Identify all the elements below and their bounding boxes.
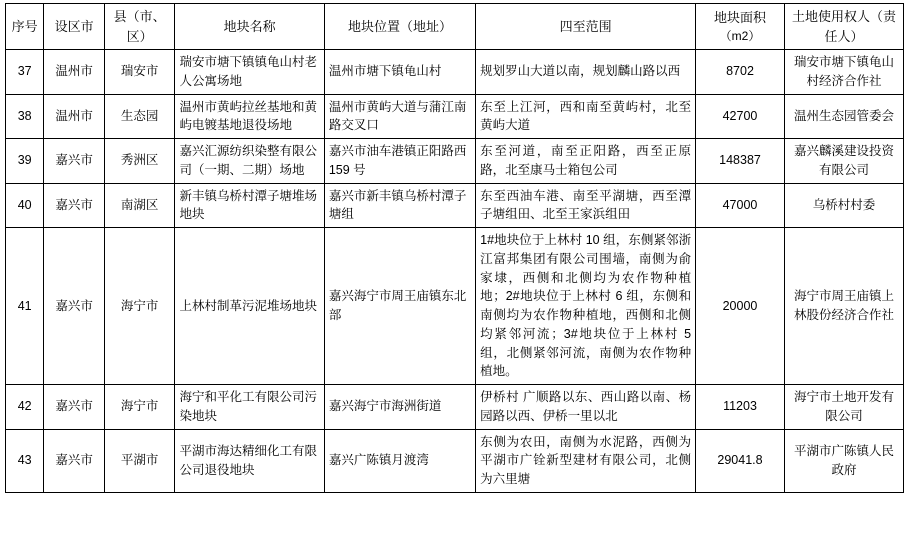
cell-land-location: 嘉兴海宁市周王庙镇东北部 — [324, 228, 475, 385]
cell-land-area: 29041.8 — [696, 429, 785, 492]
cell-land-area: 47000 — [696, 183, 785, 228]
cell-boundary-range: 东至西油车港、南至平湖塘，西至潭子塘组田、北至王家浜组田 — [476, 183, 696, 228]
cell-county: 平湖市 — [104, 429, 175, 492]
cell-land-area: 20000 — [696, 228, 785, 385]
cell-index: 43 — [6, 429, 44, 492]
cell-county: 瑞安市 — [104, 50, 175, 95]
table-row — [6, 429, 904, 492]
cell-city: 嘉兴市 — [44, 228, 105, 385]
cell-land-name: 平湖市海达精细化工有限公司退役地块 — [175, 429, 324, 492]
cell-land-location: 嘉兴海宁市海洲街道 — [324, 385, 475, 430]
cell-index: 37 — [6, 50, 44, 95]
cell-index: 42 — [6, 385, 44, 430]
cell-index: 40 — [6, 183, 44, 228]
cell-index: 38 — [6, 94, 44, 139]
column-header-land-area-label: 地块面积 — [713, 9, 766, 25]
document-page — [0, 3, 909, 547]
cell-boundary-range: 东至河道，南至正阳路，西至正原路，北至康马士箱包公司 — [476, 139, 696, 184]
column-header-boundary-range: 四至范围 — [476, 4, 696, 50]
table-row — [6, 183, 904, 228]
cell-county: 海宁市 — [104, 385, 175, 430]
column-header-land-user: 土地使用权人（责任人） — [784, 4, 903, 50]
cell-land-area: 8702 — [696, 50, 785, 95]
cell-land-user: 平湖市广陈镇人民政府 — [784, 429, 903, 492]
cell-city: 嘉兴市 — [44, 139, 105, 184]
cell-county: 南湖区 — [104, 183, 175, 228]
cell-land-name: 温州市黄屿拉丝基地和黄屿电镀基地退役场地 — [175, 94, 324, 139]
cell-land-name: 嘉兴汇源纺织染整有限公司（一期、二期）场地 — [175, 139, 324, 184]
cell-land-area: 148387 — [696, 139, 785, 184]
cell-land-location: 温州市塘下镇龟山村 — [324, 50, 475, 95]
cell-county: 海宁市 — [104, 228, 175, 385]
cell-land-location: 嘉兴市油车港镇正阳路西 159 号 — [324, 139, 475, 184]
cell-county: 生态园 — [104, 94, 175, 139]
cell-land-location: 嘉兴广陈镇月渡湾 — [324, 429, 475, 492]
cell-boundary-range: 东侧为农田，南侧为水泥路，西侧为平湖市广铨新型建材有限公司，北侧为六里塘 — [476, 429, 696, 492]
cell-land-user: 海宁市周王庙镇上林股份经济合作社 — [784, 228, 903, 385]
column-header-index: 序号 — [6, 4, 44, 50]
table-header — [6, 4, 904, 50]
cell-boundary-range: 东至上江河，西和南至黄屿村，北至黄屿大道 — [476, 94, 696, 139]
cell-boundary-range: 伊桥村 广顺路以东、西山路以南、杨园路以西、伊桥一里以北 — [476, 385, 696, 430]
column-header-county: 县（市、区） — [104, 4, 175, 50]
table-body — [6, 50, 904, 493]
column-header-land-area-unit: （m2） — [719, 29, 761, 44]
cell-land-user: 温州生态园管委会 — [784, 94, 903, 139]
cell-index: 39 — [6, 139, 44, 184]
table-row — [6, 139, 904, 184]
cell-land-name: 海宁和平化工有限公司污染地块 — [175, 385, 324, 430]
cell-county: 秀洲区 — [104, 139, 175, 184]
cell-boundary-range: 规划罗山大道以南，规划麟山路以西 — [476, 50, 696, 95]
cell-land-user: 乌桥村村委 — [784, 183, 903, 228]
cell-city: 嘉兴市 — [44, 183, 105, 228]
cell-city: 嘉兴市 — [44, 429, 105, 492]
column-header-city: 设区市 — [44, 4, 105, 50]
cell-land-user: 海宁市土地开发有限公司 — [784, 385, 903, 430]
cell-land-name: 新丰镇乌桥村潭子塘堆场地块 — [175, 183, 324, 228]
cell-land-name: 瑞安市塘下镇镇龟山村老人公寓场地 — [175, 50, 324, 95]
table-row — [6, 94, 904, 139]
column-header-land-area — [696, 4, 785, 50]
cell-city: 嘉兴市 — [44, 385, 105, 430]
cell-index: 41 — [6, 228, 44, 385]
table-row — [6, 228, 904, 385]
cell-land-name: 上林村制革污泥堆场地块 — [175, 228, 324, 385]
cell-city: 温州市 — [44, 94, 105, 139]
cell-land-area: 11203 — [696, 385, 785, 430]
column-header-land-location: 地块位置（地址） — [324, 4, 475, 50]
column-header-land-name: 地块名称 — [175, 4, 324, 50]
cell-land-user: 嘉兴麟溪建设投资有限公司 — [784, 139, 903, 184]
contaminated-land-table — [5, 3, 904, 493]
table-header-row — [6, 4, 904, 50]
cell-land-area: 42700 — [696, 94, 785, 139]
cell-city: 温州市 — [44, 50, 105, 95]
cell-land-location: 嘉兴市新丰镇乌桥村潭子塘组 — [324, 183, 475, 228]
table-row — [6, 50, 904, 95]
table-row — [6, 385, 904, 430]
cell-boundary-range: 1#地块位于上林村 10 组，东侧紧邻浙江富邦集团有限公司围墙，南侧为俞家埭，西侧和北侧均为农作物种植地；2#地块位于上林村 6 组，东侧和南侧均为农作物种植地，西侧和北侧均紧邻河流；3#地块位于上林村 5 组，北侧紧邻河流，南侧为农作物种植地。 — [476, 228, 696, 385]
cell-land-location: 温州市黄屿大道与蒲江南路交叉口 — [324, 94, 475, 139]
cell-land-user: 瑞安市塘下镇龟山村经济合作社 — [784, 50, 903, 95]
